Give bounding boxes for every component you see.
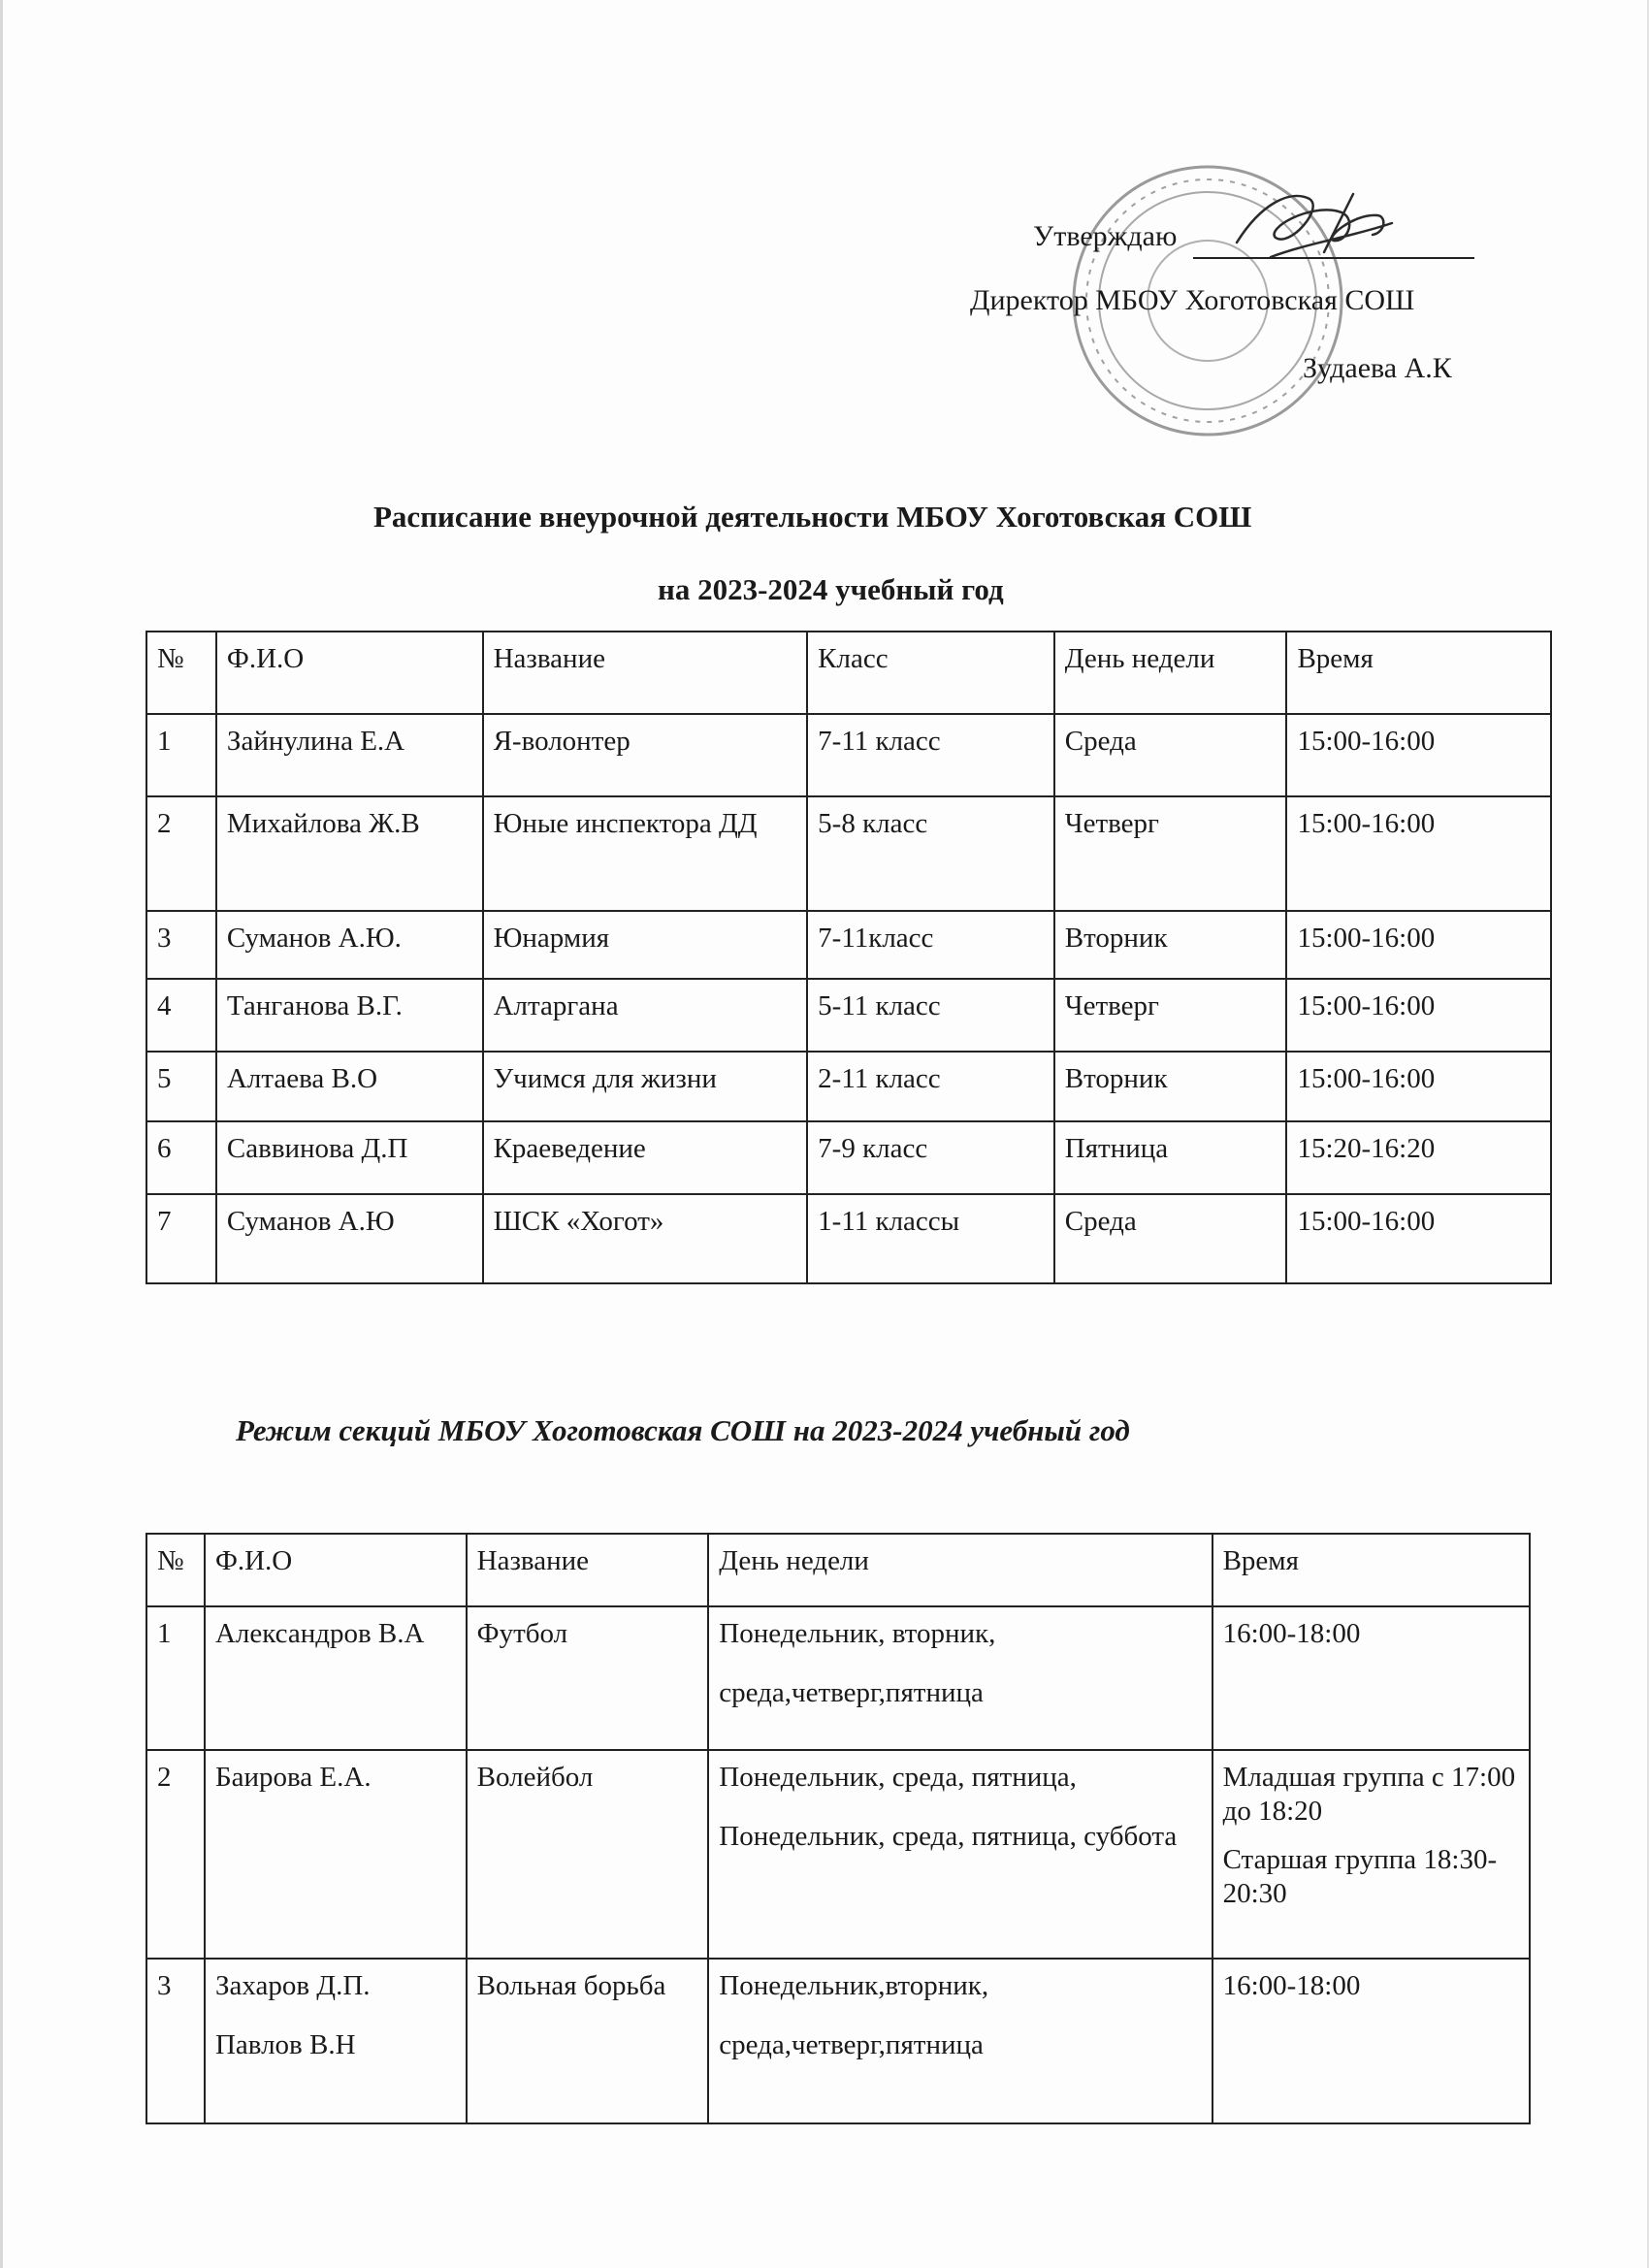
activity-title: Учимся для жизни [483, 1052, 808, 1121]
weekday: Среда [1054, 714, 1287, 796]
weekdays-line: Понедельник, среда, пятница, суббота [719, 1821, 1178, 1853]
teacher-name-line: Захаров Д.П. [214, 1970, 371, 2001]
row-number: 1 [146, 1606, 205, 1750]
row-number: 6 [146, 1121, 216, 1194]
table-row [146, 1606, 1530, 1750]
teacher-name: Александров В.А [205, 1606, 467, 1750]
schedule-subtitle: на 2023-2024 учебный год [658, 572, 1004, 606]
signature-line [1193, 257, 1474, 259]
activity-title: Юнармия [483, 911, 808, 979]
grade: 1-11 классы [807, 1194, 1054, 1283]
weekdays [708, 1606, 1212, 1750]
weekday: Вторник [1054, 1052, 1287, 1121]
time: 15:00-16:00 [1286, 714, 1551, 796]
section-title: Футбол [467, 1606, 709, 1750]
time: 16:00-18:00 [1212, 1606, 1530, 1750]
weekdays-line: среда,четверг,пятница [719, 1677, 984, 1709]
grade: 5-11 класс [807, 979, 1054, 1052]
grade: 5-8 класс [807, 796, 1054, 911]
table-row [146, 1750, 1530, 1959]
teacher-name: Суманов А.Ю [216, 1194, 483, 1283]
header-cell: № [146, 1534, 205, 1606]
weekdays-line: Понедельник, среда, пятница, [719, 1762, 1077, 1793]
row-number: 2 [146, 1750, 205, 1959]
weekday: Пятница [1054, 1121, 1287, 1194]
header-cell: Ф.И.О [216, 632, 483, 714]
time [1212, 1750, 1530, 1959]
weekdays-line: Понедельник, вторник, [719, 1618, 996, 1649]
weekday: Четверг [1054, 979, 1287, 1052]
time: 15:00-16:00 [1286, 979, 1551, 1052]
time: 15:00-16:00 [1286, 911, 1551, 979]
row-number: 4 [146, 979, 216, 1052]
time-line: Старшая группа 18:30-20:30 [1222, 1843, 1498, 1910]
teacher-name: Суманов А.Ю. [216, 911, 483, 979]
table-row [146, 1052, 1551, 1121]
grade: 7-9 класс [807, 1121, 1054, 1194]
header-cell: Ф.И.О [205, 1534, 467, 1606]
header-cell: № [146, 632, 216, 714]
weekdays [708, 1959, 1212, 2123]
extracurricular-table [146, 631, 1552, 1284]
approve-word: Утверждаю [1033, 220, 1178, 252]
table-row [146, 796, 1551, 911]
row-number: 1 [146, 714, 216, 796]
teacher-name: Зайнулина Е.А [216, 714, 483, 796]
table-header-row [146, 1534, 1530, 1606]
teacher-name: Саввинова Д.П [216, 1121, 483, 1194]
table-header-row [146, 632, 1551, 714]
row-number: 7 [146, 1194, 216, 1283]
time: 15:00-16:00 [1286, 1052, 1551, 1121]
teacher-name: Баирова Е.А. [205, 1750, 467, 1959]
row-number: 3 [146, 911, 216, 979]
weekday: Четверг [1054, 796, 1287, 911]
sections-table [146, 1533, 1531, 2124]
activity-title: Краеведение [483, 1121, 808, 1194]
director-name: Зудаева А.К [1303, 352, 1452, 384]
header-cell: Название [467, 1534, 709, 1606]
header-cell: Время [1286, 632, 1551, 714]
grade: 7-11 класс [807, 714, 1054, 796]
teacher-name: Михайлова Ж.В [216, 796, 483, 911]
table-row [146, 1121, 1551, 1194]
header-cell: Время [1212, 1534, 1530, 1606]
teacher-name-line: Павлов В.Н [214, 2029, 356, 2061]
sections-title: Режим секций МБОУ Хоготовская СОШ на 2023-2024 учебный год [236, 1413, 1130, 1447]
table-row [146, 714, 1551, 796]
activity-title: Я-волонтер [483, 714, 808, 796]
activity-title: Алтаргана [483, 979, 808, 1052]
activity-title: ШСК «Хогот» [483, 1194, 808, 1283]
weekdays [708, 1750, 1212, 1959]
table-row [146, 911, 1551, 979]
time: 16:00-18:00 [1212, 1959, 1530, 2123]
table-row [146, 979, 1551, 1052]
row-number: 3 [146, 1959, 205, 2123]
section-title: Вольная борьба [467, 1959, 709, 2123]
grade: 7-11класс [807, 911, 1054, 979]
weekdays-line: среда,четверг,пятница [719, 2029, 984, 2061]
header-cell: Название [483, 632, 808, 714]
header-cell: День недели [708, 1534, 1212, 1606]
activity-title: Юные инспектора ДД [483, 796, 808, 911]
director-position: Директор МБОУ Хоготовская СОШ [970, 284, 1415, 316]
time: 15:20-16:20 [1286, 1121, 1551, 1194]
section-title: Волейбол [467, 1750, 709, 1959]
time: 15:00-16:00 [1286, 1194, 1551, 1283]
teacher-name: Танганова В.Г. [216, 979, 483, 1052]
grade: 2-11 класс [807, 1052, 1054, 1121]
scan-edge [0, 0, 3, 2268]
weekdays-line: Понедельник,вторник, [719, 1970, 989, 2001]
row-number: 5 [146, 1052, 216, 1121]
table-row [146, 1194, 1551, 1283]
time-line: Младшая группа с 17:00 до 18:20 [1222, 1762, 1516, 1828]
schedule-title: Расписание внеурочной деятельности МБОУ Хоготовская СОШ [373, 500, 1252, 534]
teacher-name: Алтаева В.О [216, 1052, 483, 1121]
header-cell: Класс [807, 632, 1054, 714]
weekday: Среда [1054, 1194, 1287, 1283]
row-number: 2 [146, 796, 216, 911]
time: 15:00-16:00 [1286, 796, 1551, 911]
table-row [146, 1959, 1530, 2123]
weekday: Вторник [1054, 911, 1287, 979]
teacher-name [205, 1959, 467, 2123]
header-cell: День недели [1054, 632, 1287, 714]
